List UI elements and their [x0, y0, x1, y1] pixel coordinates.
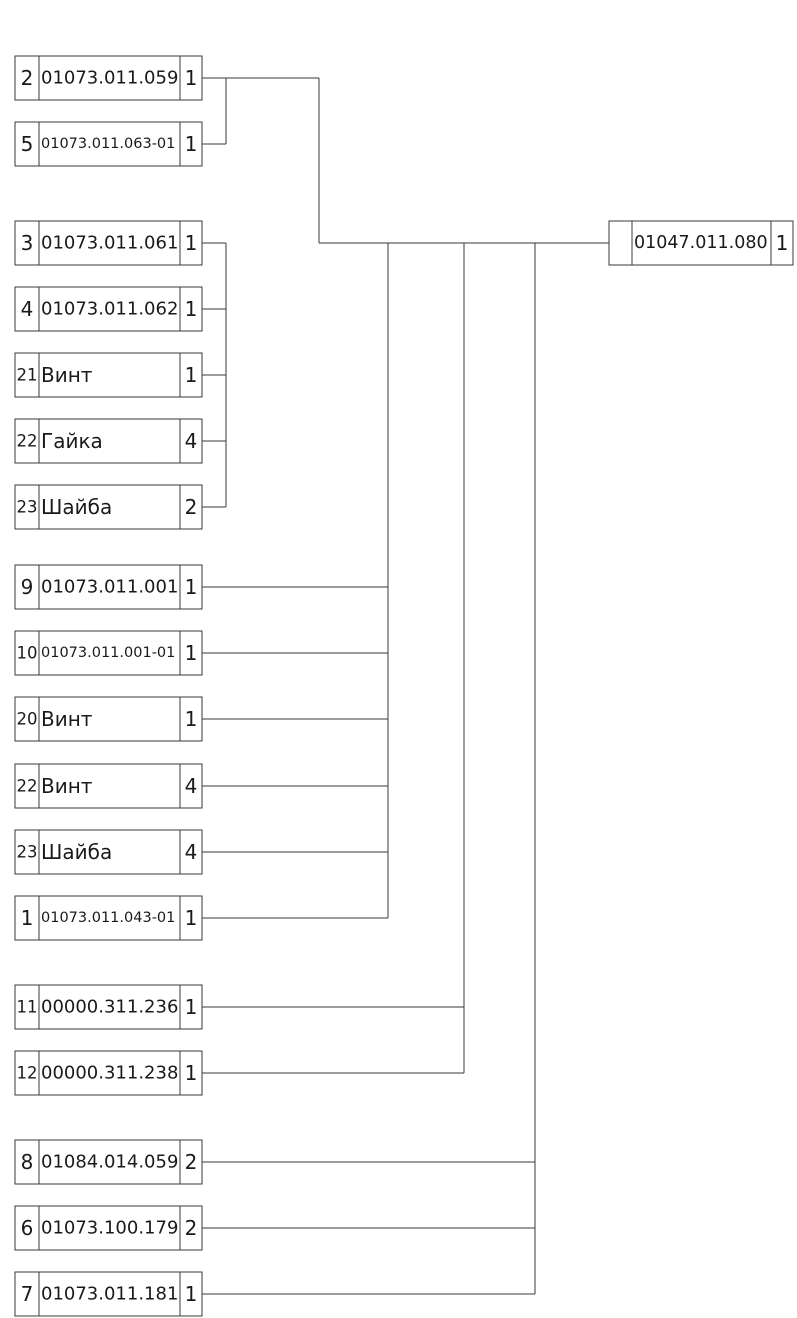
part-designation: Винт [41, 363, 93, 387]
component-node [15, 353, 202, 397]
part-designation: 00000.311.236 [41, 996, 179, 1018]
part-designation: Шайба [41, 495, 113, 519]
position-number: 20 [16, 709, 38, 729]
position-number: 5 [20, 132, 34, 156]
part-designation: 01073.011.001 [41, 576, 179, 598]
part-designation: 01047.011.080 [634, 233, 768, 253]
component-node [15, 56, 202, 100]
position-number: 1 [20, 906, 34, 930]
position-number: 8 [20, 1150, 34, 1174]
part-designation: 01073.011.059 [41, 67, 179, 89]
component-node [15, 565, 202, 609]
component-node [15, 419, 202, 463]
part-designation: Винт [41, 774, 93, 798]
part-designation: 01073.011.063-01 [41, 136, 176, 152]
position-number: 9 [20, 575, 34, 599]
quantity: 1 [184, 1282, 198, 1306]
quantity: 1 [184, 995, 198, 1019]
part-designation: Шайба [41, 840, 113, 864]
quantity: 1 [184, 231, 198, 255]
part-designation: 01073.011.062 [41, 298, 179, 320]
part-designation: Винт [41, 707, 93, 731]
position-number: 21 [16, 365, 38, 385]
quantity: 1 [184, 363, 198, 387]
quantity: 1 [184, 1061, 198, 1085]
quantity: 1 [184, 641, 198, 665]
position-number: 22 [16, 776, 38, 796]
position-number: 10 [16, 643, 38, 663]
quantity: 2 [184, 1216, 198, 1240]
connector-lines [202, 78, 609, 1294]
position-number: 23 [16, 497, 38, 517]
quantity: 4 [184, 774, 198, 798]
position-number: 11 [16, 997, 38, 1017]
component-node [15, 287, 202, 331]
position-number: 12 [16, 1063, 38, 1083]
quantity: 2 [184, 1150, 198, 1174]
part-designation: 01073.011.181 [41, 1283, 179, 1305]
part-designation: Гайка [41, 429, 103, 453]
quantity: 1 [184, 66, 198, 90]
position-number: 22 [16, 431, 38, 451]
assembly-root-node [609, 221, 793, 265]
position-number: 6 [20, 1216, 34, 1240]
component-nodes [15, 56, 793, 1316]
part-designation: 00000.311.238 [41, 1062, 179, 1084]
quantity: 1 [775, 231, 789, 255]
part-designation: 01084.014.059 [41, 1151, 179, 1173]
component-node [15, 1051, 202, 1095]
quantity: 4 [184, 429, 198, 453]
part-designation: 01073.100.179 [41, 1217, 179, 1239]
part-designation: 01073.011.043-01 [41, 910, 176, 926]
component-node [15, 830, 202, 874]
position-number: 7 [20, 1282, 34, 1306]
quantity: 1 [184, 297, 198, 321]
position-number: 2 [20, 66, 34, 90]
quantity: 2 [184, 495, 198, 519]
component-node [15, 985, 202, 1029]
position-number: 4 [20, 297, 34, 321]
position-number: 23 [16, 842, 38, 862]
component-node [15, 1272, 202, 1316]
component-node [15, 896, 202, 940]
component-node [15, 697, 202, 741]
component-node [15, 1206, 202, 1250]
component-node [15, 631, 202, 675]
quantity: 1 [184, 132, 198, 156]
position-number: 3 [20, 231, 34, 255]
part-designation: 01073.011.061 [41, 232, 179, 254]
component-node [15, 122, 202, 166]
quantity: 1 [184, 707, 198, 731]
part-designation: 01073.011.001-01 [41, 645, 176, 661]
quantity: 4 [184, 840, 198, 864]
component-node [15, 1140, 202, 1184]
component-node [15, 221, 202, 265]
component-node [15, 485, 202, 529]
quantity: 1 [184, 575, 198, 599]
component-node [15, 764, 202, 808]
quantity: 1 [184, 906, 198, 930]
